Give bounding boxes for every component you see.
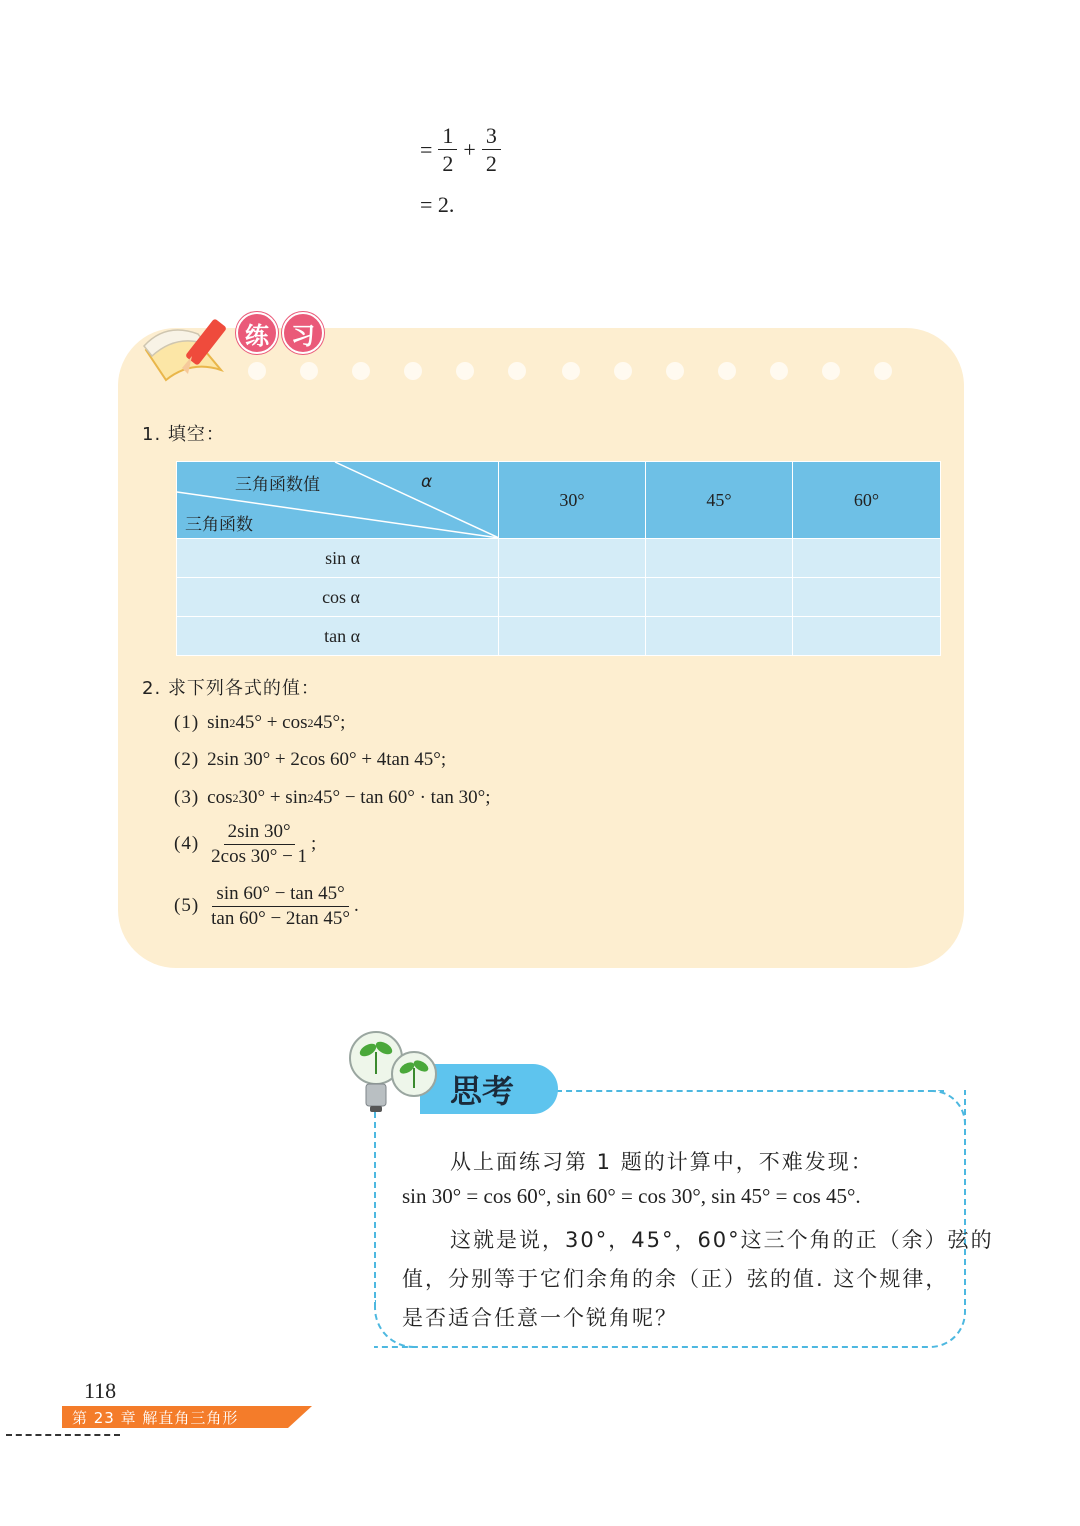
practice-badge <box>236 312 324 354</box>
decor-dot <box>874 362 892 380</box>
row-label-cos: cos α <box>177 578 499 617</box>
fraction: $\frac{\sin 60^\circ - \tan 45^\circ}{\tan 60^\circ - 2\tan 45^\circ}$ <box>211 883 350 929</box>
answer-cell <box>793 617 941 656</box>
answer-cell <box>793 539 941 578</box>
decor-dot <box>456 362 474 380</box>
pencil-paper-icon <box>136 310 246 394</box>
chapter-label: 第 23 章 解直角三角形 <box>72 1409 239 1427</box>
header-trig-function: 三角函数 <box>185 515 253 535</box>
footer-dashed-line <box>6 1434 120 1436</box>
decor-dot <box>614 362 632 380</box>
answer-cell <box>646 539 793 578</box>
question-2-item-2: (2) 2sin 30° + 2cos 60° + 4tan 45°; <box>174 749 447 770</box>
question-2-item-3: (3) cos 2 30° + sin 2 45° − tan 60° · tan 30°; <box>174 787 491 808</box>
decor-dot <box>404 362 422 380</box>
think-line-4: 值，分别等于它们余角的余（正）弦的值. 这个规律， <box>402 1267 949 1291</box>
equals-sign: = <box>420 136 433 162</box>
header-angle-60: 60° <box>793 462 941 539</box>
decor-dot <box>718 362 736 380</box>
question-2-item-5: (5) $\frac{\sin 60^\circ - \tan 45^\circ}{\tan 60^\circ - 2\tan 45^\circ}$ . <box>174 883 359 929</box>
question-2-item-1: (1) sin 2 45° + cos 2 45°; <box>174 712 346 733</box>
lightbulb-plant-icon <box>344 1024 444 1124</box>
header-alpha: α <box>421 472 433 492</box>
decor-dot <box>508 362 526 380</box>
decor-dot <box>562 362 580 380</box>
table-row <box>177 578 941 617</box>
decor-dot <box>300 362 318 380</box>
question-2-item-4: (4) $\frac{2\sin 30^\circ}{2\cos 30^\circ - 1}$ ; <box>174 821 317 867</box>
table-row <box>177 617 941 656</box>
think-line-1: 从上面练习第 1 题的计算中，不难发现： <box>450 1150 874 1174</box>
answer-cell <box>499 539 646 578</box>
badge-char-lian: 练 <box>236 312 278 354</box>
table-diagonal-header <box>177 462 499 539</box>
row-label-sin: sin α <box>177 539 499 578</box>
decor-dot <box>248 362 266 380</box>
answer-cell <box>646 617 793 656</box>
fraction-three-halves: $\frac{3}{2}$ <box>482 124 501 175</box>
decor-dot <box>822 362 840 380</box>
question-1-label: 1. 填空： <box>142 424 225 445</box>
trig-value-table <box>176 461 940 653</box>
think-border-left <box>374 1112 376 1308</box>
answer-cell <box>793 578 941 617</box>
header-trig-value: 三角函数值 <box>235 475 320 495</box>
answer-cell <box>646 578 793 617</box>
question-2-label: 2. 求下列各式的值： <box>142 678 320 699</box>
think-line-2: sin 30° = cos 60°, sin 60° = cos 30°, sin 45° = cos 45°. <box>402 1184 861 1208</box>
equation-step-1 <box>420 124 501 175</box>
fraction: $\frac{2\sin 30^\circ}{2\cos 30^\circ - 1}$ <box>211 821 308 867</box>
answer-cell <box>499 617 646 656</box>
think-line-5: 是否适合任意一个锐角呢？ <box>402 1306 678 1330</box>
plus-sign: + <box>463 136 476 162</box>
table-row <box>177 539 941 578</box>
decor-dot <box>770 362 788 380</box>
think-line-3: 这就是说，30°，45°，60°这三个角的正（余）弦的 <box>450 1228 994 1252</box>
fraction-one-half: $\frac{1}{2}$ <box>438 124 457 175</box>
header-angle-45: 45° <box>646 462 793 539</box>
decor-dot <box>352 362 370 380</box>
badge-char-xi: 习 <box>282 312 324 354</box>
answer-cell <box>499 578 646 617</box>
row-label-tan: tan α <box>177 617 499 656</box>
think-title: 思考 <box>450 1072 515 1110</box>
page-number: 118 <box>84 1378 117 1403</box>
header-angle-30: 30° <box>499 462 646 539</box>
decor-dot <box>666 362 684 380</box>
equation-step-2: = 2. <box>420 192 455 217</box>
